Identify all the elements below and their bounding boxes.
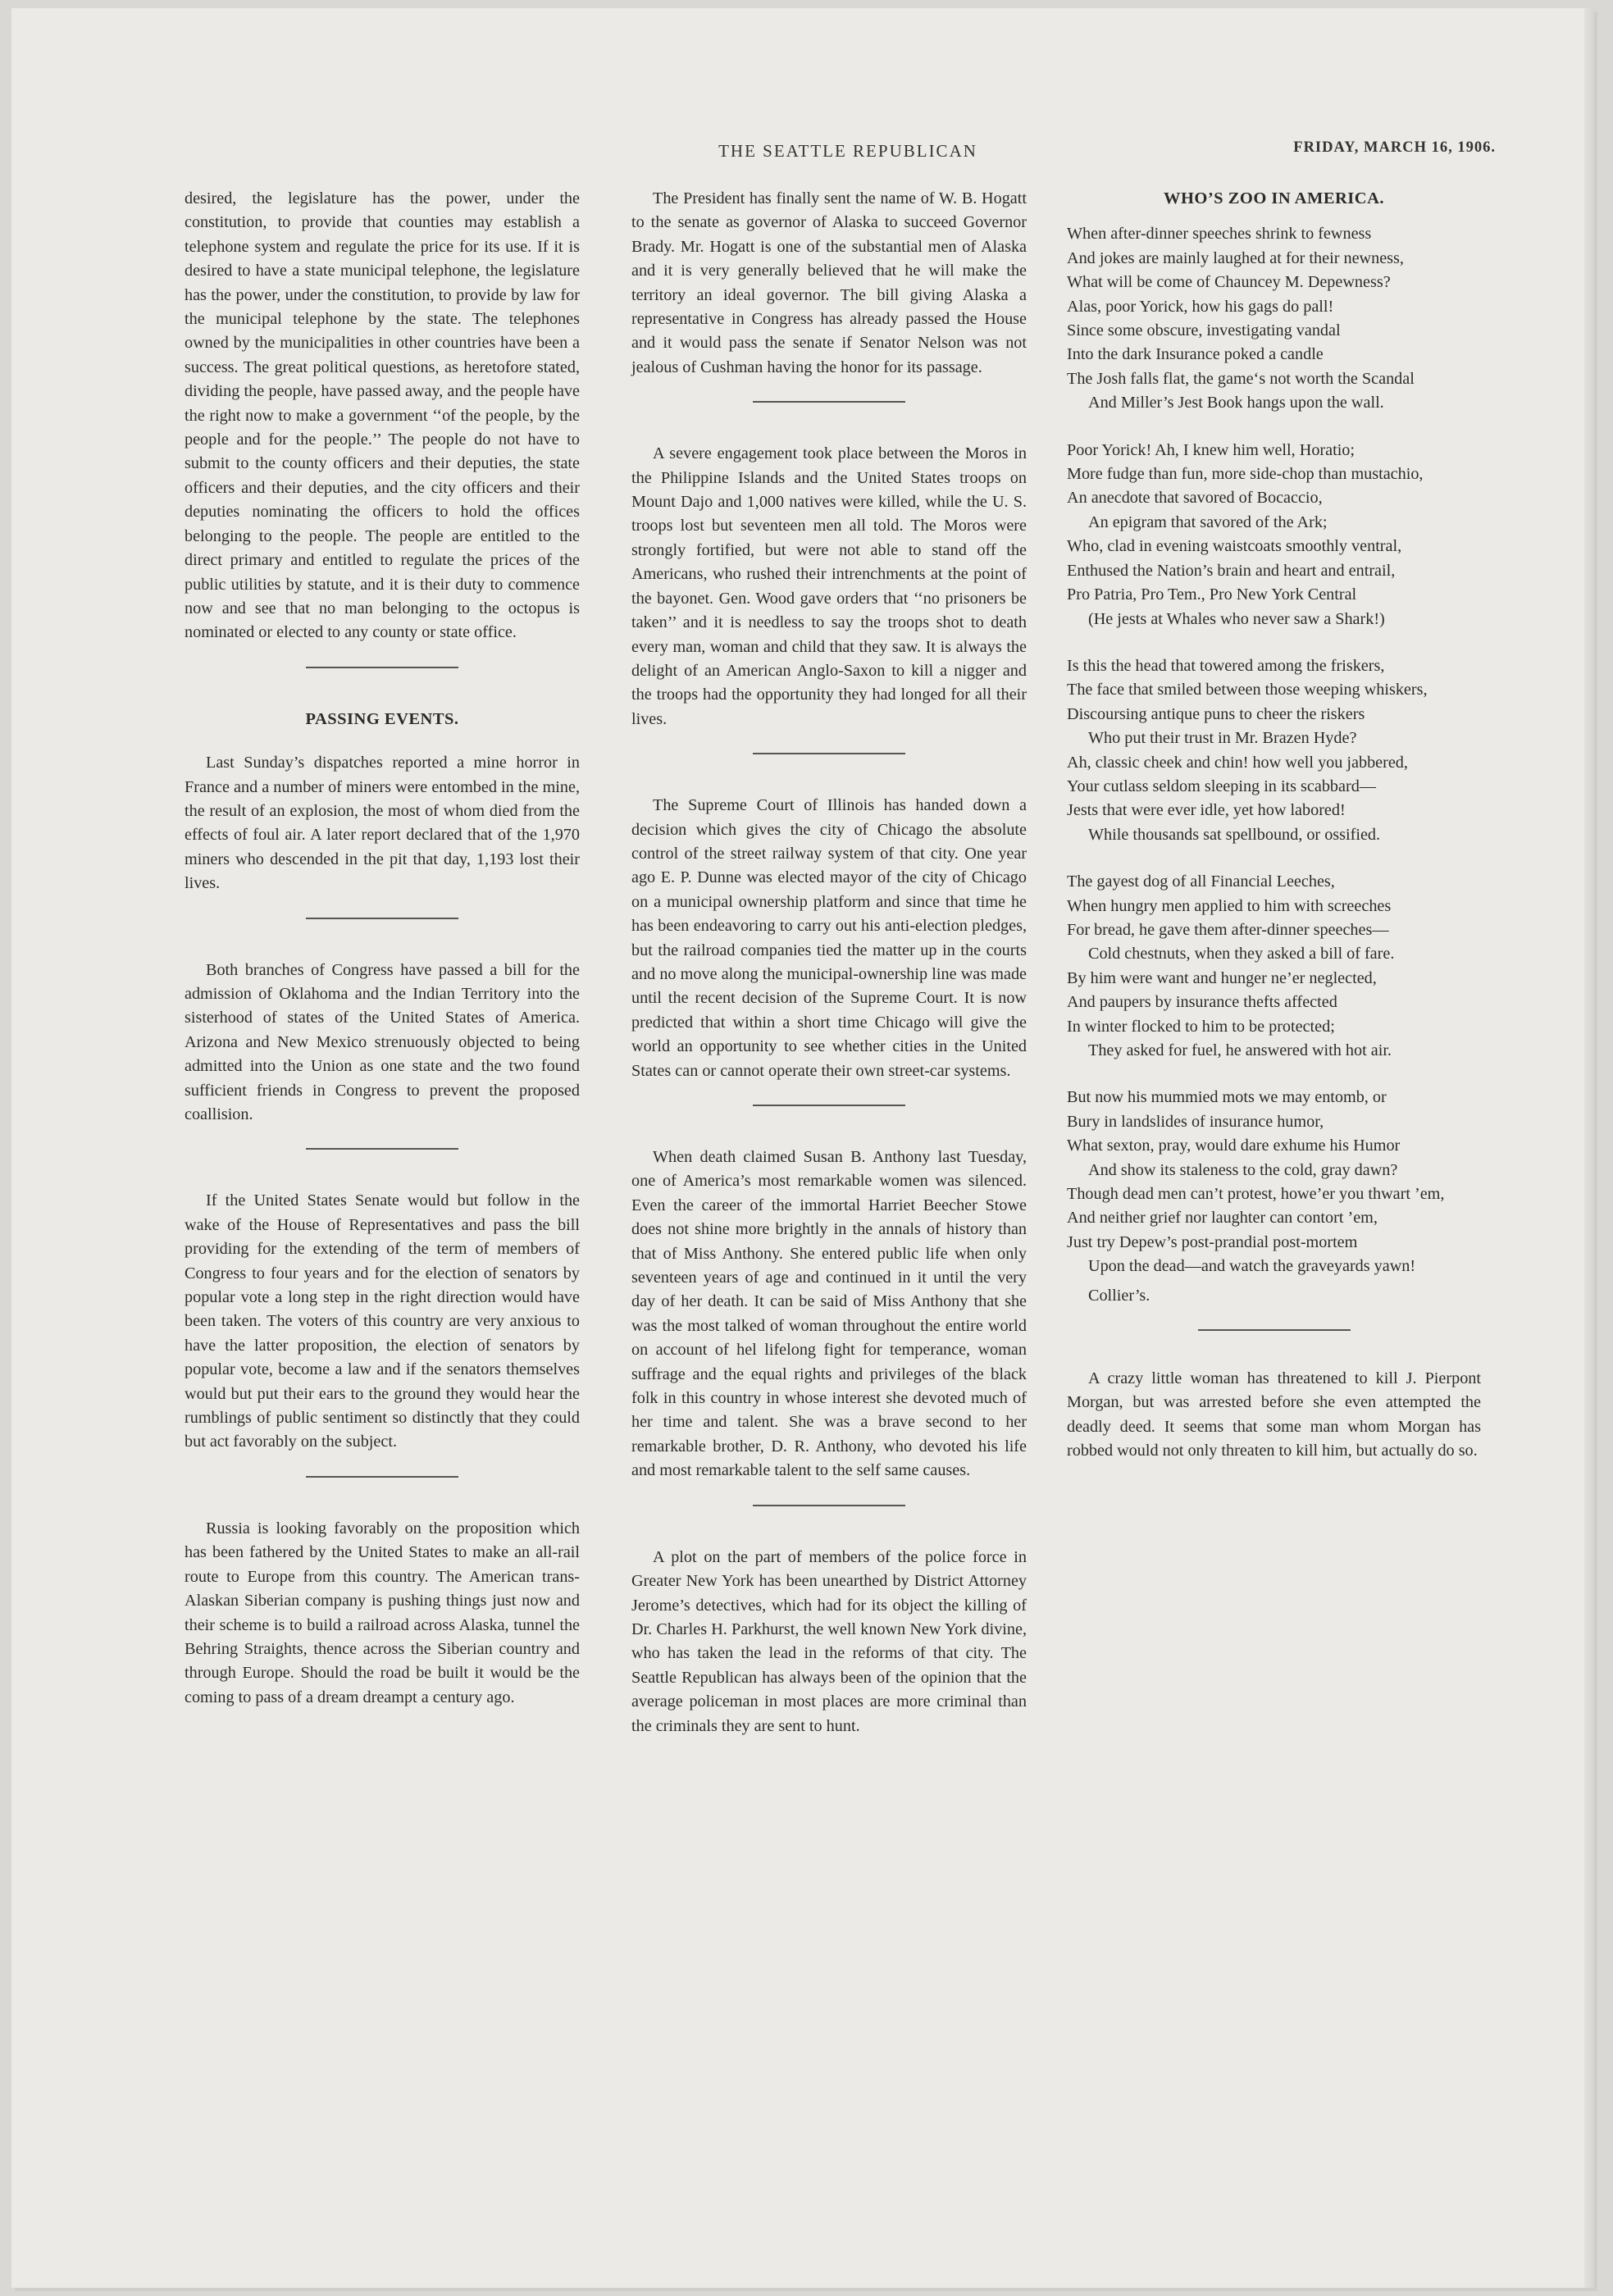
- column-rule: [306, 667, 458, 668]
- article-paragraph: Both branches of Congress have passed a bill for the admission of Oklahoma and the Indian Territory into the sisterhood of states of the United States of America. Arizona and New Mexico strenuously objected to being admitted into the Union as one state and the two found sufficient friends in Congress to prevent the proposed coallision.: [185, 960, 580, 1123]
- poem-line: Though dead men can’t protest, howe’er you thwart ’em,: [1067, 1185, 1445, 1204]
- poem-line: Pro Patria, Pro Tem., Pro New York Central: [1067, 585, 1357, 604]
- article-paragraph: desired, the legislature has the power, under the constitution, to provide that counties may establish a telephone system and regulate the price for its use. If it is desired to have a state municipal telephone, the legislature has the power, under the constitution, to provide by law for the municipal telephone by the state. The telephones owned by the municipalities in other countries have been a success. The great political questions, as heretofore stated, dividing the people, have passed away, and the people have the right now to make a government ‘‘of the people, by the people and for the people.’’ The people do not have to submit to the county officers and their deputies, the state officers and their deputies, and the city officers and their deputies nominating the officers to hold the offices belonging to the people. The people are entitled to the direct primary and entitled to regulate the prices of the public utilities by statute, and it is their duty to commence now and see that no man belonging to the octopus is nominated or elected to any county or state office.: [185, 189, 580, 642]
- poem-line: Enthused the Nation’s brain and heart and entrail,: [1067, 561, 1396, 580]
- poem-line: The Josh falls flat, the game‘s not worth the Scandal: [1067, 369, 1415, 388]
- poem-line: And paupers by insurance thefts affected: [1067, 993, 1337, 1012]
- column-right: [1067, 187, 1481, 1464]
- running-title: THE SEATTLE REPUBLICAN: [718, 141, 977, 161]
- poem-stanza: [1067, 222, 1481, 415]
- issue-date: FRIDAY, MARCH 16, 1906.: [1293, 139, 1496, 156]
- poem-line: Upon the dead—and watch the graveyards yawn!: [1088, 1257, 1416, 1276]
- poem-line: Who, clad in evening waistcoats smoothly ventral,: [1067, 537, 1402, 556]
- article-paragraph: The Supreme Court of Illinois has handed down a decision which gives the city of Chicago the absolute control of the street railway system of that city. One year ago E. P. Dunne was elected mayor of the city of Chicago on a municipal ownership platform and since that time he has been endeavoring to carry out his anti-election pledges, but the railroad companies tied the matter up in the courts and no move along the municipal-ownership line was made until the recent decision of the Supreme Court. It is now predicted that within a short time Chicago will give the world an opportunity to see whether cities in the United States can or cannot operate their own street-car systems.: [631, 796, 1027, 1080]
- poem-line: They asked for fuel, he answered with hot air.: [1088, 1041, 1392, 1059]
- poem-line: While thousands sat spellbound, or ossified.: [1088, 825, 1381, 844]
- article-paragraph: Russia is looking favorably on the proposition which has been fathered by the United States to make an all-rail route to Europe from this country. The American trans-Alaskan Siberian company is pushing things just now and their scheme is to build a railroad across Alaska, tunnel the Behring Straights, thence across the Siberian country and through Europe. Should the road be built it would be the coming to pass of a dream dreampt a century ago.: [185, 1519, 580, 1706]
- poem-stanza: [1067, 870, 1481, 1063]
- poem-line: Cold chestnuts, when they asked a bill of fare.: [1088, 945, 1395, 963]
- column-rule: [306, 918, 458, 919]
- poem-line: But now his mummied mots we may entomb, or: [1067, 1088, 1387, 1107]
- poem-stanza: [1067, 439, 1481, 631]
- column-rule: [1198, 1329, 1351, 1331]
- newspaper-page: [11, 8, 1594, 2288]
- poem-line: Your cutlass seldom sleeping in its scabbard—: [1067, 777, 1376, 795]
- poem-line: An anecdote that savored of Bocaccio,: [1067, 489, 1323, 508]
- column-middle: [631, 187, 1027, 1738]
- article-paragraph: If the United States Senate would but follow in the wake of the House of Representatives and pass the bill providing for the extending of the term of members of Congress to four years and for the election of senators by popular vote a long step in the right direction would have been taken. The voters of this country are very anxious to have the latter proposition, the election of senators by popular vote, become a law and if the senators themselves would but put their ears to the ground they would hear the rumblings of public sentiment so distinctly that they could but act favorably on the subject.: [185, 1191, 580, 1451]
- poem-line: What will be come of Chauncey M. Depewness?: [1067, 273, 1391, 292]
- poem-credit: Collier’s.: [1088, 1286, 1151, 1305]
- article-paragraph: The President has finally sent the name of W. B. Hogatt to the senate as governor of Alaska to succeed Governor Brady. Mr. Hogatt is one of the substantial men of Alaska and it is very generally believed that he will make the territory an ideal governor. The bill giving Alaska a representative in Congress has already passed the House and it would pass the senate if Senator Nelson was not jealous of Cushman having the honor for its passage.: [631, 189, 1027, 376]
- column-rule: [753, 1505, 905, 1506]
- poem-line: Into the dark Insurance poked a candle: [1067, 345, 1324, 364]
- poem-title: WHO’S ZOO IN AMERICA.: [1163, 189, 1385, 207]
- poem-line: An epigram that savored of the Ark;: [1088, 512, 1328, 531]
- section-heading: PASSING EVENTS.: [305, 709, 459, 728]
- poem-line: Who put their trust in Mr. Brazen Hyde?: [1088, 729, 1357, 748]
- poem-line: By him were want and hunger ne’er neglected,: [1067, 968, 1377, 987]
- poem-line: Is this the head that towered among the friskers,: [1067, 656, 1385, 675]
- poem-line: Ah, classic cheek and chin! how well you jabbered,: [1067, 753, 1408, 772]
- poem-line: Bury in landslides of insurance humor,: [1067, 1112, 1324, 1131]
- poem-line: The gayest dog of all Financial Leeches,: [1067, 872, 1335, 891]
- column-left: [185, 187, 580, 1710]
- article-paragraph: A severe engagement took place between the Moros in the Philippine Islands and the United States troops on Mount Dajo and 1,000 natives were killed, while the U. S. troops lost but seventeen men all told. The Moros were strongly fortified, but were not able to stand off the Americans, who rushed their intrenchments at the point of the bayonet. Gen. Wood gave orders that ‘‘no prisoners be taken’’ and it is needless to say the troops shot to death every man, woman and child that they saw. It is always the delight of an American Anglo-Saxon to kill a nigger and the troops had the opportunity they had longed for all their lives.: [631, 444, 1027, 728]
- poem-line: Jests that were ever idle, yet how labored!: [1067, 801, 1346, 820]
- column-rule: [306, 1476, 458, 1478]
- poem-line: In winter flocked to him to be protected;: [1067, 1017, 1335, 1036]
- column-rule: [306, 1148, 458, 1150]
- page-edge: [1584, 8, 1594, 2288]
- article-paragraph: A plot on the part of members of the police force in Greater New York has been unearthed by District Attorney Jerome’s detectives, which had for its object the killing of Dr. Charles H. Parkhurst, the well known New York divine, who has taken the lead in the reforms of that city. The Seattle Republican has always been of the opinion that the average policeman in most places are more criminal than the criminals they are sent to hunt.: [631, 1547, 1027, 1735]
- column-rule: [753, 401, 905, 403]
- poem: [1067, 222, 1481, 1308]
- article-paragraph: Last Sunday’s dispatches reported a mine horror in France and a number of miners were entombed in the mine, the result of an explosion, the most of whom died from the effects of foul air. A later report declared that of the 1,970 miners who descended in the pit that day, 1,193 lost their lives.: [185, 754, 580, 893]
- poem-line: And jokes are mainly laughed at for their newness,: [1067, 248, 1404, 267]
- poem-line: More fudge than fun, more side-chop than mustachio,: [1067, 465, 1424, 484]
- poem-line: Poor Yorick! Ah, I knew him well, Horatio;: [1067, 440, 1356, 459]
- poem-line: When hungry men applied to him with screeches: [1067, 896, 1392, 915]
- poem-line: And Miller’s Jest Book hangs upon the wall.: [1088, 394, 1384, 412]
- poem-line: For bread, he gave them after-dinner speeches—: [1067, 920, 1389, 939]
- poem-line: Discoursing antique puns to cheer the riskers: [1067, 704, 1365, 723]
- poem-line: What sexton, pray, would dare exhume his Humor: [1067, 1137, 1401, 1155]
- poem-line: And neither grief nor laughter can contort ’em,: [1067, 1209, 1378, 1228]
- column-rule: [753, 1105, 905, 1106]
- article-paragraph: A crazy little woman has threatened to kill J. Pierpont Morgan, but was arrested before she even attempted the deadly deed. It seems that some man whom Morgan has robbed would not only threaten to kill him, but actually do so.: [1067, 1369, 1481, 1460]
- poem-line: (He jests at Whales who never saw a Shark!): [1088, 609, 1385, 628]
- poem-line: The face that smiled between those weeping whiskers,: [1067, 681, 1428, 699]
- poem-stanza: [1067, 1086, 1481, 1278]
- poem-line: When after-dinner speeches shrink to fewness: [1067, 225, 1372, 244]
- poem-line: And show its staleness to the cold, gray dawn?: [1088, 1160, 1398, 1179]
- poem-line: Since some obscure, investigating vandal: [1067, 321, 1341, 340]
- poem-line: Alas, poor Yorick, how his gags do pall!: [1067, 297, 1334, 316]
- article-paragraph: When death claimed Susan B. Anthony last Tuesday, one of America’s most remarkable women was silenced. Even the career of the immortal Harriet Beecher Stowe does not shine more brightly in the annals of history than that of Miss Anthony. She entered public life when only seventeen years of age and continued in it until the very day of her death. It can be said of Miss Anthony that she was the most talked of woman throughout the entire world on account of hel lifelong fight for temperance, woman suffrage and the equal rights and privileges of the black folk in this country in whose interest she devoted much of her time and talent. She was a brave second to her remarkable brother, D. R. Anthony, who devoted his life and most remarkable talent to the self same causes.: [631, 1148, 1027, 1480]
- column-rule: [753, 753, 905, 754]
- poem-line: Just try Depew’s post-prandial post-mortem: [1067, 1232, 1358, 1251]
- poem-stanza: [1067, 654, 1481, 847]
